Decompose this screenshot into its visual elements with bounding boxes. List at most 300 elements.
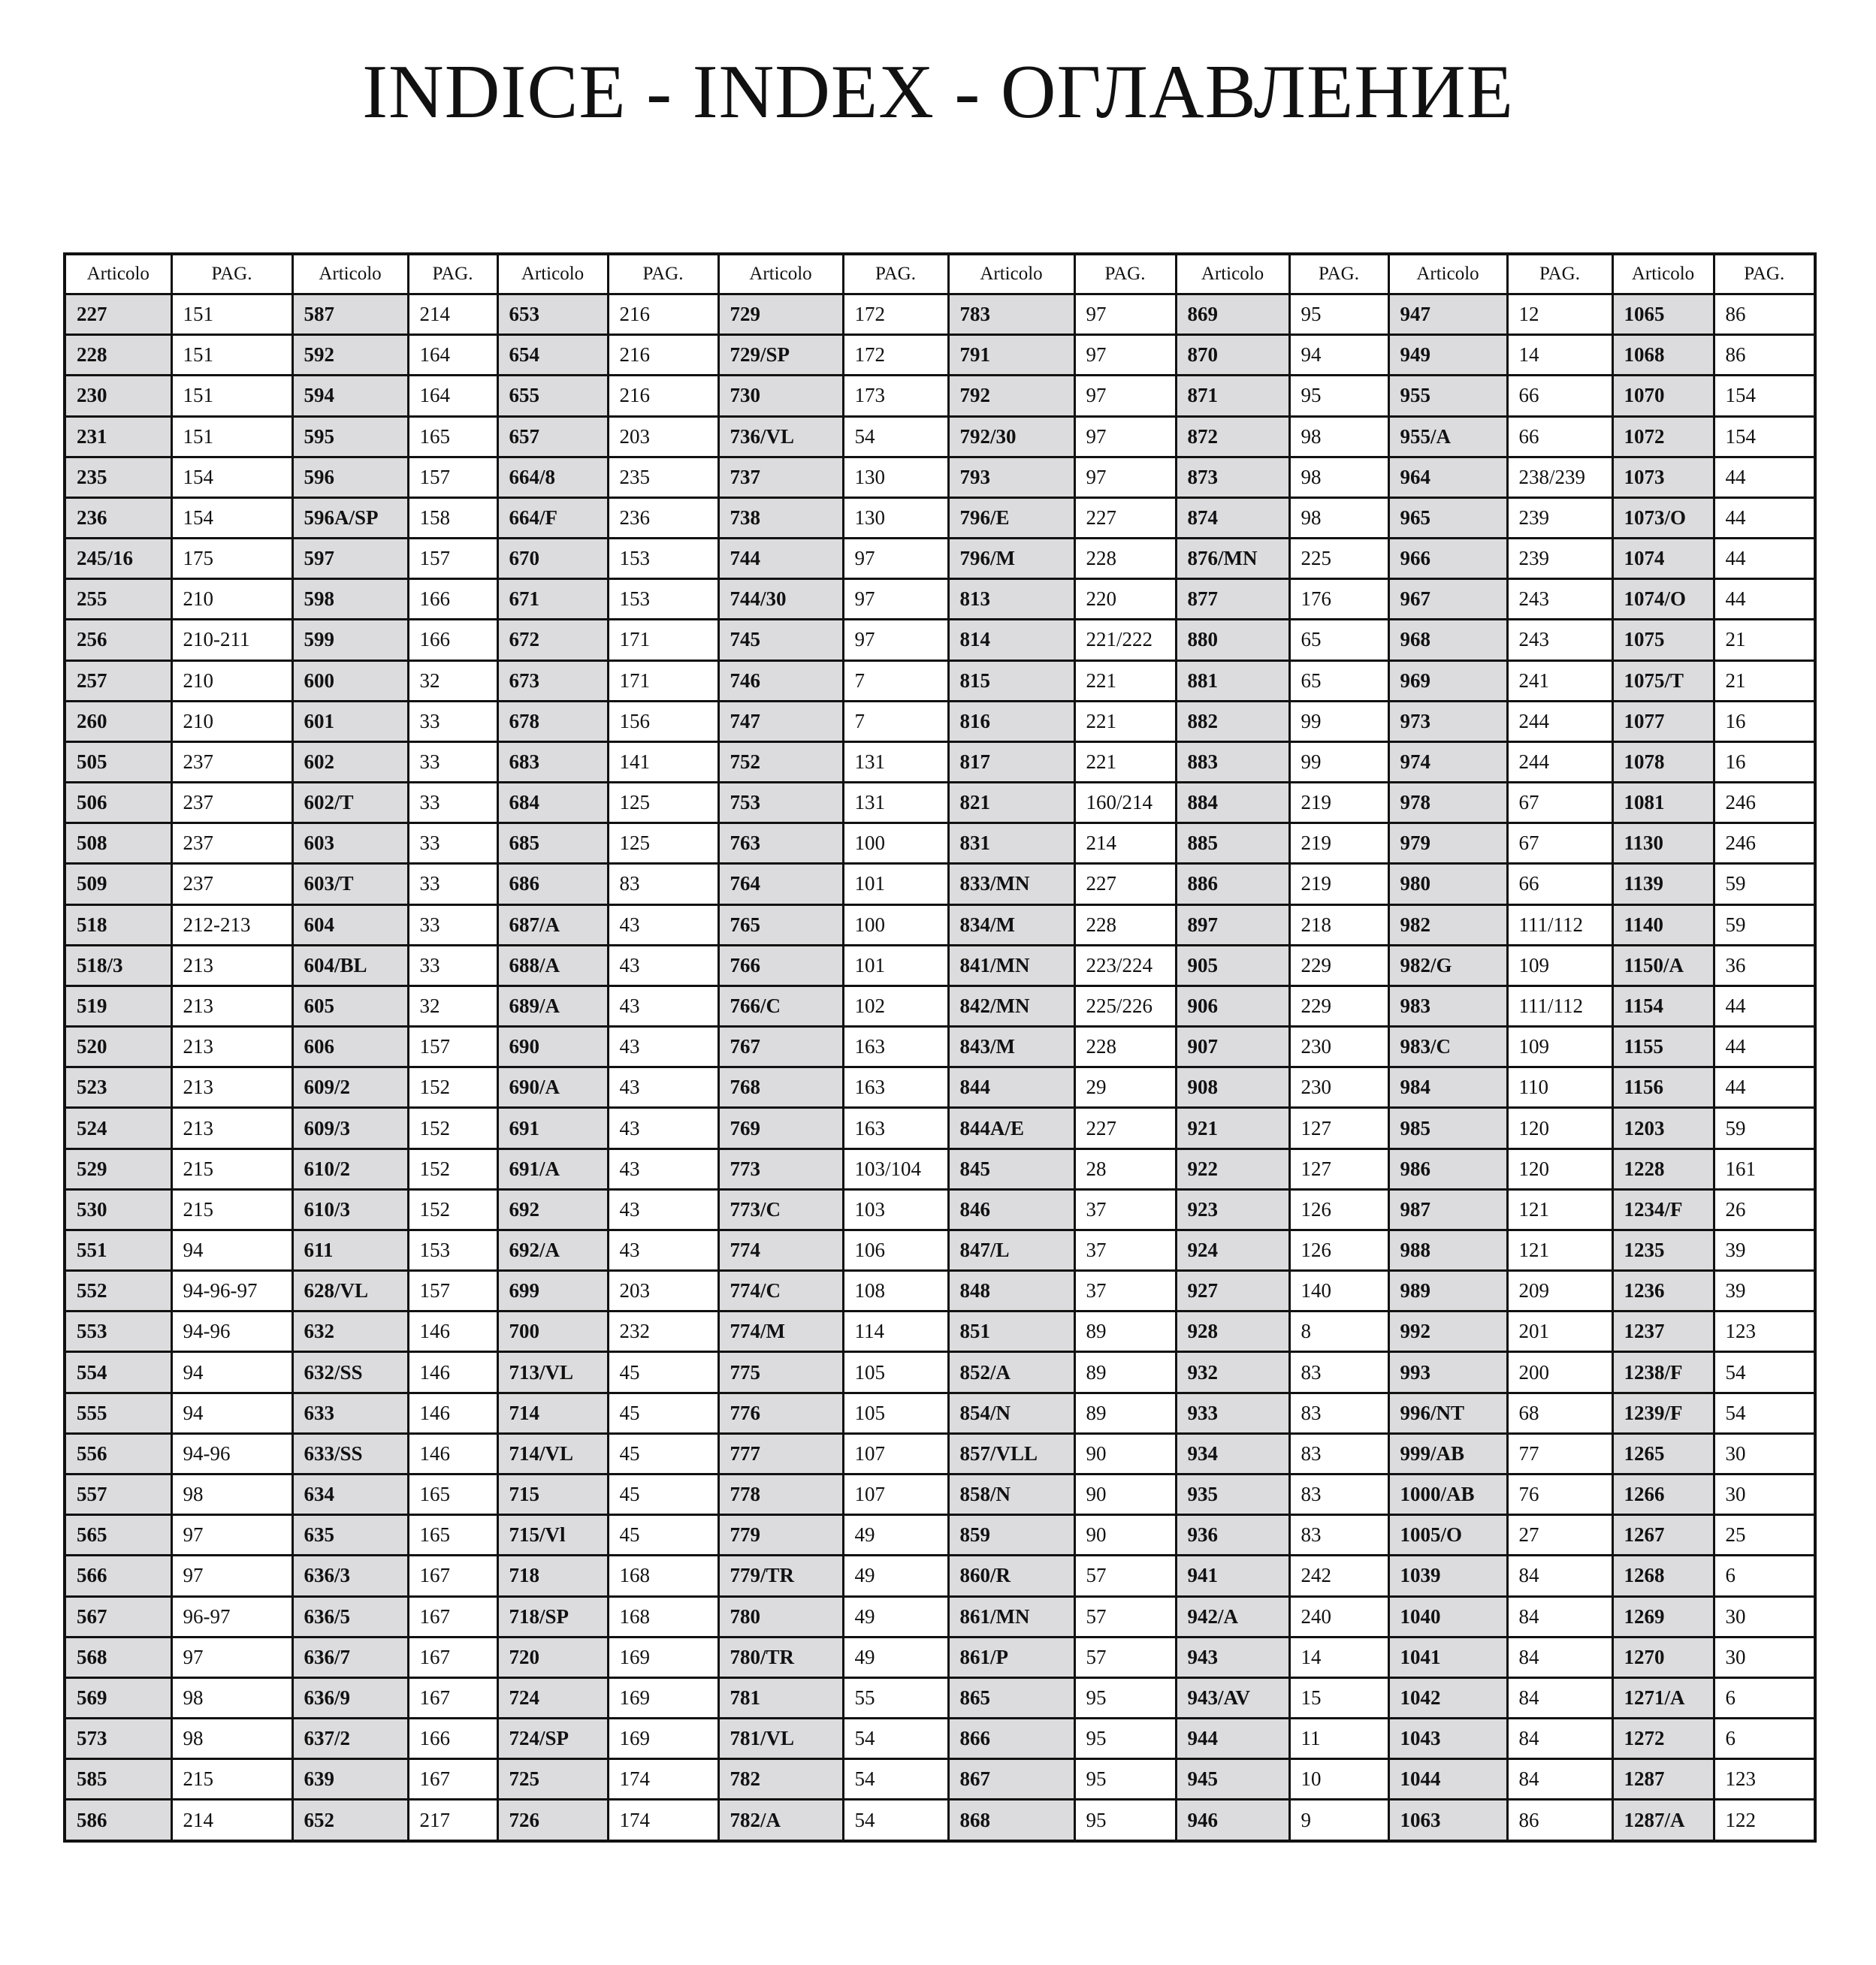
page-number: 151 [171, 335, 292, 376]
header-pag: PAG. [1074, 254, 1176, 294]
page-number: 243 [1507, 579, 1612, 620]
article-code: 906 [1176, 986, 1289, 1026]
page-number: 110 [1507, 1067, 1612, 1108]
page-number: 153 [608, 579, 718, 620]
article-code: 653 [497, 294, 608, 335]
article-code: 1238/F [1612, 1352, 1714, 1393]
article-code: 1074 [1612, 539, 1714, 579]
page-number: 37 [1074, 1189, 1176, 1230]
table-body [65, 294, 1815, 1842]
page-number: 223/224 [1074, 945, 1176, 986]
table-row [65, 1393, 1815, 1433]
header-articolo: Articolo [1388, 254, 1507, 294]
article-code: 1073/O [1612, 497, 1714, 538]
page-number: 171 [608, 660, 718, 701]
article-code: 1271/A [1612, 1677, 1714, 1718]
page-number: 238/239 [1507, 457, 1612, 497]
article-code: 714 [497, 1393, 608, 1433]
article-code: 1005/O [1388, 1515, 1507, 1556]
article-code: 632/SS [292, 1352, 408, 1393]
article-code: 1236 [1612, 1271, 1714, 1312]
page-number: 33 [408, 864, 497, 904]
header-pag: PAG. [408, 254, 497, 294]
article-code: 610/3 [292, 1189, 408, 1230]
article-code: 791 [948, 335, 1074, 376]
article-code: 664/F [497, 497, 608, 538]
page-number: 29 [1074, 1067, 1176, 1108]
page-number: 86 [1507, 1800, 1612, 1841]
article-code: 551 [65, 1230, 171, 1270]
article-code: 610/2 [292, 1149, 408, 1189]
page-number: 68 [1507, 1393, 1612, 1433]
article-code: 861/MN [948, 1596, 1074, 1637]
page-number: 242 [1289, 1556, 1388, 1596]
article-code: 256 [65, 620, 171, 660]
article-code: 657 [497, 416, 608, 457]
article-code: 933 [1176, 1393, 1289, 1433]
article-code: 947 [1388, 294, 1507, 335]
article-code: 945 [1176, 1759, 1289, 1800]
article-code: 689/A [497, 986, 608, 1026]
page-number: 225 [1289, 539, 1388, 579]
article-code: 866 [948, 1719, 1074, 1759]
article-code: 872 [1176, 416, 1289, 457]
article-code: 718/SP [497, 1596, 608, 1637]
article-code: 609/3 [292, 1108, 408, 1149]
article-code: 599 [292, 620, 408, 660]
article-code: 520 [65, 1027, 171, 1067]
page-number: 220 [1074, 579, 1176, 620]
table-row [65, 1230, 1815, 1270]
table-row [65, 1759, 1815, 1800]
article-code: 1039 [1388, 1556, 1507, 1596]
article-code: 600 [292, 660, 408, 701]
article-code: 636/7 [292, 1637, 408, 1677]
article-code: 782/A [718, 1800, 843, 1841]
table-row [65, 1108, 1815, 1149]
article-code: 1239/F [1612, 1393, 1714, 1433]
page-number: 200 [1507, 1352, 1612, 1393]
page-number: 127 [1289, 1149, 1388, 1189]
article-code: 871 [1176, 376, 1289, 416]
page-number: 44 [1714, 1067, 1815, 1108]
page-number: 77 [1507, 1433, 1612, 1474]
article-code: 652 [292, 1800, 408, 1841]
article-code: 655 [497, 376, 608, 416]
article-code: 633/SS [292, 1433, 408, 1474]
article-code: 865 [948, 1677, 1074, 1718]
article-code: 946 [1176, 1800, 1289, 1841]
article-code: 968 [1388, 620, 1507, 660]
article-code: 737 [718, 457, 843, 497]
page-number: 100 [843, 823, 948, 864]
article-code: 639 [292, 1759, 408, 1800]
page-number: 84 [1507, 1596, 1612, 1637]
page-number: 121 [1507, 1230, 1612, 1270]
article-code: 1072 [1612, 416, 1714, 457]
article-code: 609/2 [292, 1067, 408, 1108]
article-code: 746 [718, 660, 843, 701]
page-number: 163 [843, 1067, 948, 1108]
page-number: 43 [608, 1189, 718, 1230]
article-code: 594 [292, 376, 408, 416]
article-code: 869 [1176, 294, 1289, 335]
article-code: 231 [65, 416, 171, 457]
page-number: 169 [608, 1637, 718, 1677]
page-number: 168 [608, 1556, 718, 1596]
page-number: 106 [843, 1230, 948, 1270]
page-number: 164 [408, 376, 497, 416]
page-number: 95 [1074, 1677, 1176, 1718]
article-code: 596A/SP [292, 497, 408, 538]
page-number: 213 [171, 1067, 292, 1108]
page-number: 246 [1714, 823, 1815, 864]
article-code: 1140 [1612, 904, 1714, 945]
article-code: 724/SP [497, 1719, 608, 1759]
page-number: 99 [1289, 741, 1388, 782]
page-number: 86 [1714, 335, 1815, 376]
article-code: 774/M [718, 1312, 843, 1352]
page-number: 243 [1507, 620, 1612, 660]
article-code: 792 [948, 376, 1074, 416]
article-code: 1154 [1612, 986, 1714, 1026]
article-code: 816 [948, 701, 1074, 741]
page-number: 120 [1507, 1149, 1612, 1189]
article-code: 730 [718, 376, 843, 416]
article-code: 778 [718, 1474, 843, 1514]
page-number: 10 [1289, 1759, 1388, 1800]
page-number: 120 [1507, 1108, 1612, 1149]
page-number: 54 [843, 1800, 948, 1841]
page-number: 26 [1714, 1189, 1815, 1230]
page-number: 44 [1714, 539, 1815, 579]
article-code: 566 [65, 1556, 171, 1596]
page-number: 227 [1074, 1108, 1176, 1149]
article-code: 1287/A [1612, 1800, 1714, 1841]
article-code: 228 [65, 335, 171, 376]
page-number: 54 [843, 1719, 948, 1759]
article-code: 1268 [1612, 1556, 1714, 1596]
page-number: 37 [1074, 1230, 1176, 1270]
table-row [65, 1312, 1815, 1352]
index-table [63, 252, 1817, 1843]
page-number: 83 [1289, 1352, 1388, 1393]
article-code: 854/N [948, 1393, 1074, 1433]
page-number: 130 [843, 497, 948, 538]
article-code: 611 [292, 1230, 408, 1270]
article-code: 598 [292, 579, 408, 620]
article-code: 987 [1388, 1189, 1507, 1230]
page-number: 214 [171, 1800, 292, 1841]
article-code: 777 [718, 1433, 843, 1474]
page-number: 98 [1289, 497, 1388, 538]
article-code: 922 [1176, 1149, 1289, 1189]
page-number: 215 [171, 1189, 292, 1230]
header-articolo: Articolo [948, 254, 1074, 294]
article-code: 833/MN [948, 864, 1074, 904]
article-code: 1044 [1388, 1759, 1507, 1800]
page-number: 114 [843, 1312, 948, 1352]
article-code: 1074/O [1612, 579, 1714, 620]
page-number: 21 [1714, 620, 1815, 660]
article-code: 636/3 [292, 1556, 408, 1596]
table-row [65, 1515, 1815, 1556]
article-code: 1139 [1612, 864, 1714, 904]
page-number: 94-96 [171, 1433, 292, 1474]
article-code: 553 [65, 1312, 171, 1352]
article-code: 967 [1388, 579, 1507, 620]
page-number: 94-96-97 [171, 1271, 292, 1312]
page-number: 97 [1074, 335, 1176, 376]
page-number: 239 [1507, 539, 1612, 579]
page-number: 83 [1289, 1433, 1388, 1474]
page-number: 210 [171, 701, 292, 741]
page-number: 54 [1714, 1393, 1815, 1433]
table-row [65, 904, 1815, 945]
page-number: 6 [1714, 1677, 1815, 1718]
article-code: 673 [497, 660, 608, 701]
article-code: 821 [948, 783, 1074, 823]
page-number: 43 [608, 986, 718, 1026]
page-number: 215 [171, 1149, 292, 1189]
page-number: 171 [608, 620, 718, 660]
article-code: 845 [948, 1149, 1074, 1189]
table-row [65, 1474, 1815, 1514]
page-number: 11 [1289, 1719, 1388, 1759]
page-number: 45 [608, 1393, 718, 1433]
article-code: 1269 [1612, 1596, 1714, 1637]
page-number: 43 [608, 1067, 718, 1108]
page-number: 167 [408, 1637, 497, 1677]
article-code: 1075 [1612, 620, 1714, 660]
table-row [65, 660, 1815, 701]
page-number: 232 [608, 1312, 718, 1352]
page-number: 103 [843, 1189, 948, 1230]
page-number: 111/112 [1507, 986, 1612, 1026]
page-number: 9 [1289, 1800, 1388, 1841]
page-number: 97 [1074, 457, 1176, 497]
article-code: 982 [1388, 904, 1507, 945]
article-code: 688/A [497, 945, 608, 986]
page-number: 6 [1714, 1556, 1815, 1596]
table-row [65, 457, 1815, 497]
article-code: 988 [1388, 1230, 1507, 1270]
article-code: 687/A [497, 904, 608, 945]
article-code: 882 [1176, 701, 1289, 741]
page-number: 173 [843, 376, 948, 416]
page-number: 213 [171, 945, 292, 986]
page-number: 230 [1289, 1027, 1388, 1067]
page-number: 125 [608, 823, 718, 864]
table-row [65, 1149, 1815, 1189]
page-number: 57 [1074, 1637, 1176, 1677]
article-code: 934 [1176, 1433, 1289, 1474]
article-code: 992 [1388, 1312, 1507, 1352]
article-code: 523 [65, 1067, 171, 1108]
article-code: 633 [292, 1393, 408, 1433]
page-number: 227 [1074, 864, 1176, 904]
page-number: 95 [1074, 1759, 1176, 1800]
page-number: 65 [1289, 660, 1388, 701]
table-row [65, 823, 1815, 864]
article-code: 552 [65, 1271, 171, 1312]
article-code: 569 [65, 1677, 171, 1718]
article-code: 636/9 [292, 1677, 408, 1718]
page-number: 240 [1289, 1596, 1388, 1637]
article-code: 999/AB [1388, 1433, 1507, 1474]
page-number: 95 [1074, 1719, 1176, 1759]
page-number: 7 [843, 660, 948, 701]
page-number: 95 [1289, 294, 1388, 335]
header-pag: PAG. [608, 254, 718, 294]
article-code: 765 [718, 904, 843, 945]
page-number: 16 [1714, 701, 1815, 741]
article-code: 684 [497, 783, 608, 823]
page-number: 107 [843, 1474, 948, 1514]
page-number: 214 [1074, 823, 1176, 864]
article-code: 817 [948, 741, 1074, 782]
table-row [65, 1067, 1815, 1108]
article-code: 774 [718, 1230, 843, 1270]
page-number: 166 [408, 1719, 497, 1759]
article-code: 984 [1388, 1067, 1507, 1108]
article-code: 766/C [718, 986, 843, 1026]
article-code: 632 [292, 1312, 408, 1352]
table-row [65, 1189, 1815, 1230]
page-number: 32 [408, 660, 497, 701]
header-pag: PAG. [1714, 254, 1815, 294]
page-number: 210 [171, 660, 292, 701]
page-number: 66 [1507, 416, 1612, 457]
table-row [65, 294, 1815, 335]
table-row [65, 497, 1815, 538]
article-code: 783 [948, 294, 1074, 335]
article-code: 596 [292, 457, 408, 497]
page-number: 108 [843, 1271, 948, 1312]
article-code: 774/C [718, 1271, 843, 1312]
article-code: 713/VL [497, 1352, 608, 1393]
article-code: 870 [1176, 335, 1289, 376]
article-code: 235 [65, 457, 171, 497]
page-number: 59 [1714, 1108, 1815, 1149]
page-number: 157 [408, 539, 497, 579]
page-number: 166 [408, 620, 497, 660]
page-number: 169 [608, 1677, 718, 1718]
article-code: 1042 [1388, 1677, 1507, 1718]
page-number: 98 [171, 1719, 292, 1759]
article-code: 767 [718, 1027, 843, 1067]
page-number: 166 [408, 579, 497, 620]
page-number: 33 [408, 823, 497, 864]
article-code: 781/VL [718, 1719, 843, 1759]
article-code: 897 [1176, 904, 1289, 945]
page-number: 167 [408, 1556, 497, 1596]
article-code: 769 [718, 1108, 843, 1149]
page-number: 109 [1507, 1027, 1612, 1067]
table-row [65, 1800, 1815, 1841]
article-code: 744 [718, 539, 843, 579]
page-number: 230 [1289, 1067, 1388, 1108]
article-code: 637/2 [292, 1719, 408, 1759]
article-code: 973 [1388, 701, 1507, 741]
article-code: 603 [292, 823, 408, 864]
article-code: 260 [65, 701, 171, 741]
page-number: 154 [171, 457, 292, 497]
article-code: 796/E [948, 497, 1074, 538]
page-number: 209 [1507, 1271, 1612, 1312]
article-code: 928 [1176, 1312, 1289, 1352]
page-number: 216 [608, 294, 718, 335]
page-number: 122 [1714, 1800, 1815, 1841]
page-number: 33 [408, 783, 497, 823]
table-row [65, 864, 1815, 904]
article-code: 852/A [948, 1352, 1074, 1393]
article-code: 1287 [1612, 1759, 1714, 1800]
page-number: 105 [843, 1393, 948, 1433]
page-number: 111/112 [1507, 904, 1612, 945]
page-number: 140 [1289, 1271, 1388, 1312]
page-number: 86 [1714, 294, 1815, 335]
page-number: 146 [408, 1312, 497, 1352]
article-code: 1228 [1612, 1149, 1714, 1189]
header-articolo: Articolo [1176, 254, 1289, 294]
article-code: 585 [65, 1759, 171, 1800]
article-code: 955/A [1388, 416, 1507, 457]
article-code: 519 [65, 986, 171, 1026]
article-code: 1000/AB [1388, 1474, 1507, 1514]
article-code: 944 [1176, 1719, 1289, 1759]
page-number: 98 [1289, 457, 1388, 497]
article-code: 935 [1176, 1474, 1289, 1514]
article-code: 604/BL [292, 945, 408, 986]
table-row [65, 741, 1815, 782]
article-code: 792/30 [948, 416, 1074, 457]
page-number: 163 [843, 1108, 948, 1149]
page-number: 239 [1507, 497, 1612, 538]
table-row [65, 579, 1815, 620]
article-code: 776 [718, 1393, 843, 1433]
page-number: 127 [1289, 1108, 1388, 1149]
page-number: 225/226 [1074, 986, 1176, 1026]
page-number: 123 [1714, 1312, 1815, 1352]
page-number: 201 [1507, 1312, 1612, 1352]
page-number: 90 [1074, 1474, 1176, 1514]
table-row [65, 1433, 1815, 1474]
page-number: 14 [1507, 335, 1612, 376]
page-number: 15 [1289, 1677, 1388, 1718]
page-number: 213 [171, 1027, 292, 1067]
article-code: 848 [948, 1271, 1074, 1312]
page-number: 229 [1289, 986, 1388, 1026]
article-code: 1266 [1612, 1474, 1714, 1514]
article-code: 815 [948, 660, 1074, 701]
page-number: 151 [171, 416, 292, 457]
article-code: 874 [1176, 497, 1289, 538]
article-code: 834/M [948, 904, 1074, 945]
header-pag: PAG. [171, 254, 292, 294]
page-number: 103/104 [843, 1149, 948, 1189]
article-code: 685 [497, 823, 608, 864]
page-number: 97 [1074, 376, 1176, 416]
article-code: 530 [65, 1189, 171, 1230]
page-number: 218 [1289, 904, 1388, 945]
article-code: 796/M [948, 539, 1074, 579]
article-code: 720 [497, 1637, 608, 1677]
page-number: 8 [1289, 1312, 1388, 1352]
page-number: 217 [408, 1800, 497, 1841]
article-code: 851 [948, 1312, 1074, 1352]
page-number: 21 [1714, 660, 1815, 701]
